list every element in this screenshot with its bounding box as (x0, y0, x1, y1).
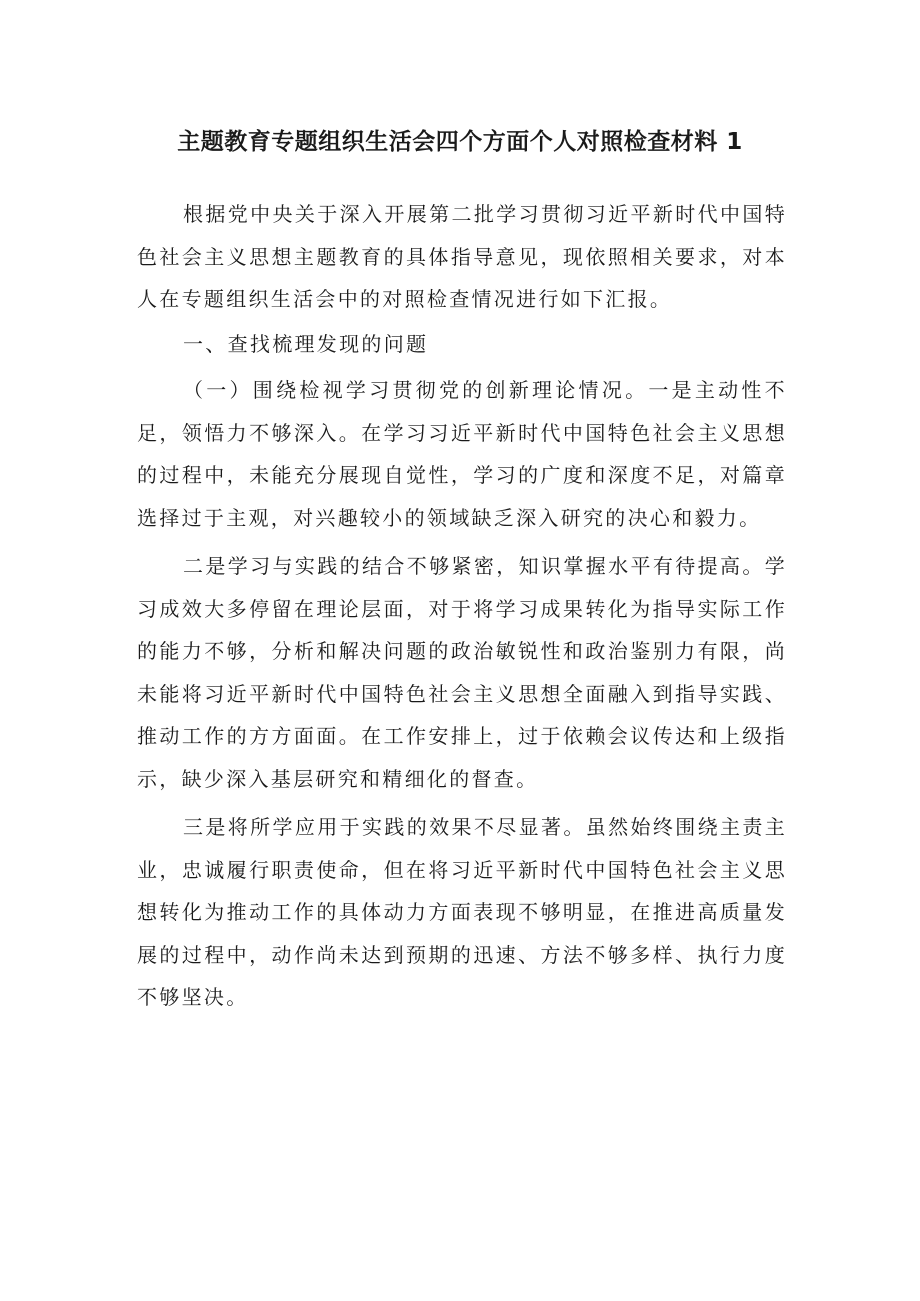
intro-paragraph: 根据党中央关于深入开展第二批学习贯彻习近平新时代中国特色社会主义思想主题教育的具体指导意见，现依照相关要求，对本人在专题组织生活会中的对照检查情况进行如下汇报。 (137, 202, 787, 311)
document-title: 主题教育专题组织生活会四个方面个人对照检查材料 1 (177, 129, 743, 155)
body-paragraph: 二是学习与实践的结合不够紧密，知识掌握水平有待提高。学习成效大多停留在理论层面，对于将学习成果转化为指导实际工作的能力不够，分析和解决问题的政治敏锐性和政治鉴别力有限，尚未能将习近平新时代中国特色社会主义思想全面融入到指导实践、推动工作的方方面面。在工作安排上，过于依赖会议传达和上级指示，缺少深入基层研究和精细化的督查。 (137, 554, 787, 791)
section-heading: 一、查找梳理发现的问题 (183, 331, 429, 356)
body-paragraph: （一）围绕检视学习贯彻党的创新理论情况。一是主动性不足，领悟力不够深入。在学习习近平新时代中国特色社会主义思想的过程中，未能充分展现自觉性，学习的广度和深度不足，对篇章选择过于主观，对兴趣较小的领域缺乏深入研究的决心和毅力。 (137, 378, 787, 530)
document-body (137, 193, 787, 1019)
body-paragraph: 三是将所学应用于实践的效果不尽显著。虽然始终围绕主责主业，忠诚履行职责使命，但在将习近平新时代中国特色社会主义思想转化为推动工作的具体动力方面表现不够明显，在推进高质量发展的过程中，动作尚未达到预期的迅速、方法不够多样、执行力度不够坚决。 (137, 815, 787, 1009)
